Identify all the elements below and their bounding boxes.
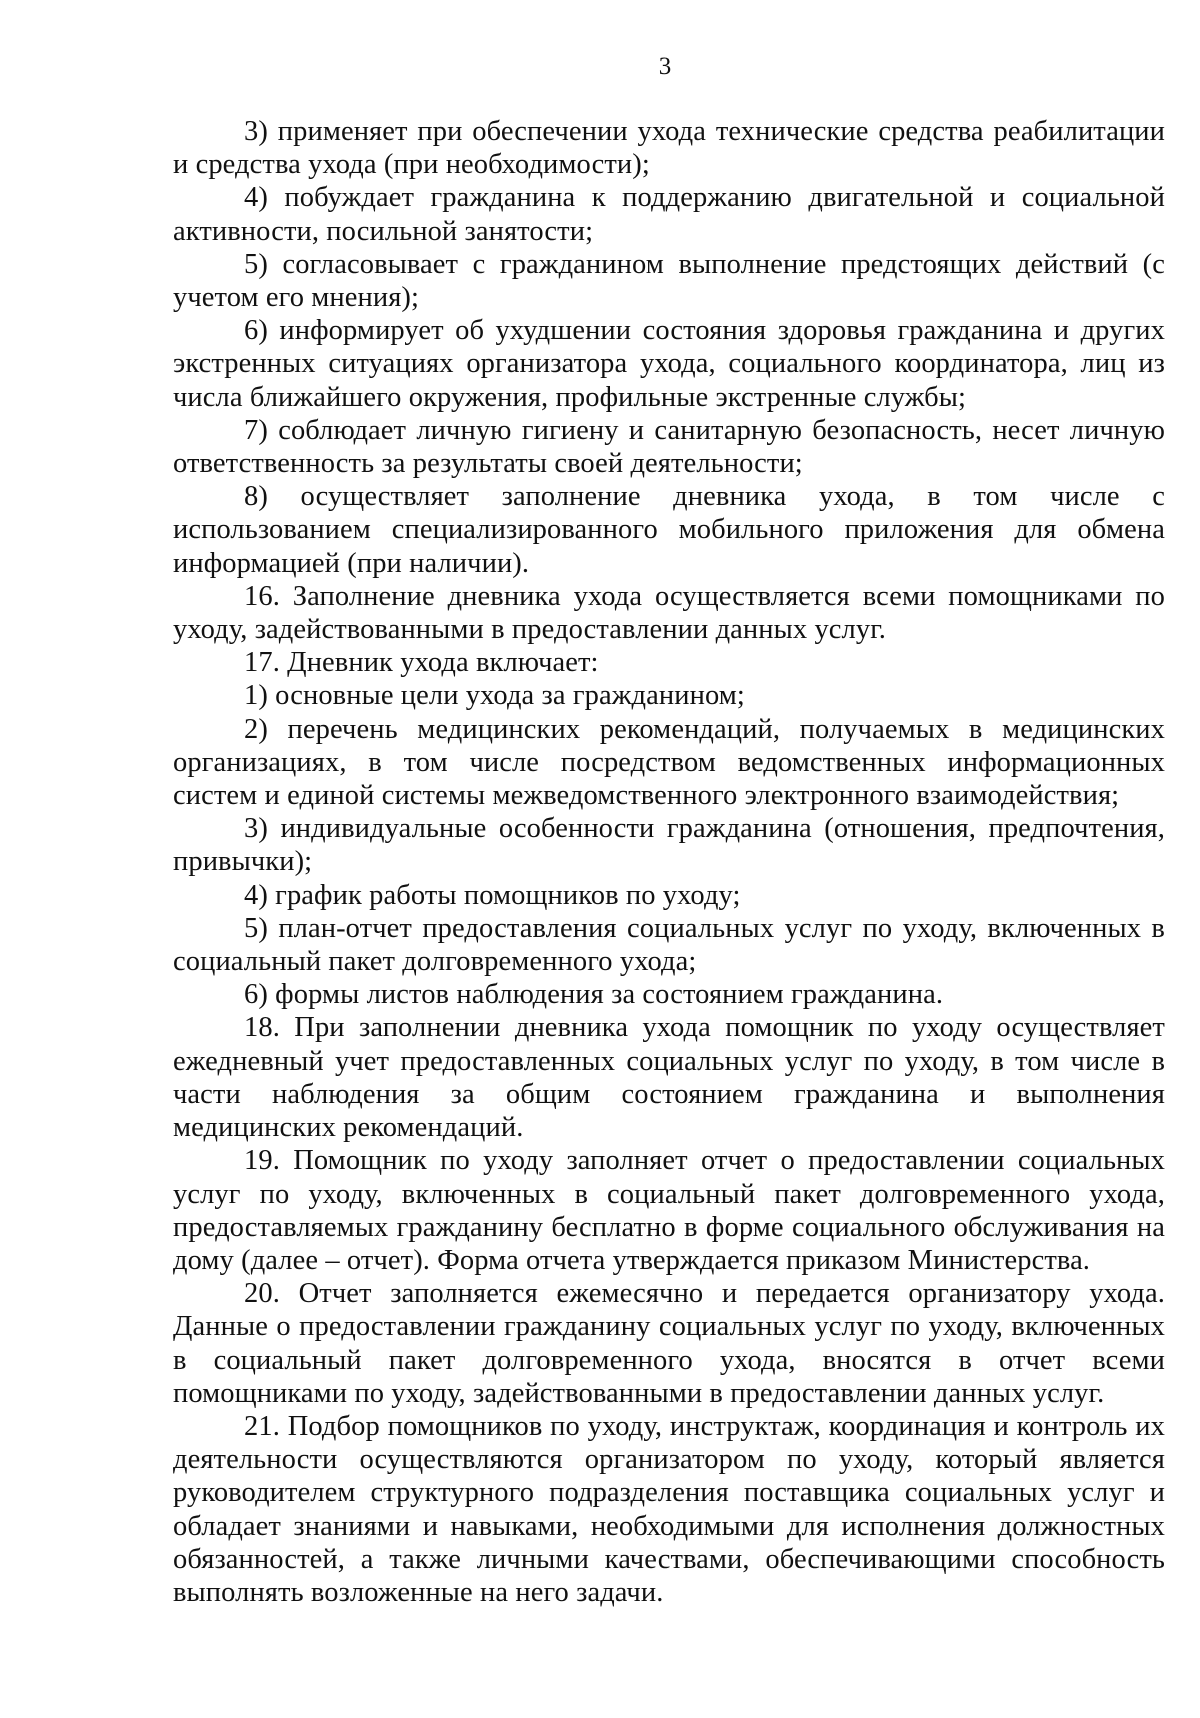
paragraph-item-8: 8) осуществляет заполнение дневника ухода, в том числе с использованием специализированного мобильного приложения для обмена информацией (при наличии). <box>173 481 1165 579</box>
paragraph-list-item-5: 5) план-отчет предоставления социальных услуг по уходу, включенных в социальный пакет долговременного ухода; <box>173 912 1165 978</box>
paragraph-item-4: 4) побуждает гражданина к поддержанию двигательной и социальной активности, посильной занятости; <box>173 182 1165 247</box>
paragraph-list-item-4: 4) график работы помощников по уходу; <box>244 879 741 911</box>
paragraph-clause-19: 19. Помощник по уходу заполняет отчет о предоставлении социальных услуг по уходу, включенных в социальный пакет долговременного ухода, предоставляемых гражданину бесплатно в форме социального обслуживания на дому (далее – отчет). Форма отчета утверждается приказом Министерства. <box>173 1145 1165 1276</box>
paragraph-item-5: 5) согласовывает с гражданином выполнение предстоящих действий (с учетом его мнения); <box>173 248 1165 314</box>
document-body <box>173 115 1165 1609</box>
paragraph-list-item-6: 6) формы листов наблюдения за состоянием гражданина. <box>244 979 944 1011</box>
paragraph-list-item-1: 1) основные цели ухода за гражданином; <box>244 680 745 712</box>
paragraph-clause-17: 17. Дневник ухода включает: <box>244 647 599 679</box>
paragraph-clause-18: 18. При заполнении дневника ухода помощник по уходу осуществляет ежедневный учет предоставленных социальных услуг по уходу, в том числе в части наблюдения за общим состоянием гражданина и выполнения медицинских рекомендаций. <box>173 1012 1165 1144</box>
paragraph-list-item-2: 2) перечень медицинских рекомендаций, получаемых в медицинских организациях, в том числе посредством ведомственных информационных систем и единой системы межведомственного электронного взаимодействия; <box>173 713 1165 812</box>
paragraph-clause-20: 20. Отчет заполняется ежемесячно и передается организатору ухода. Данные о предоставлении гражданину социальных услуг по уходу, включенных в социальный пакет долговременного ухода, вносятся в отчет всеми помощниками по уходу, задействованными в предоставлении данных услуг. <box>173 1278 1165 1409</box>
paragraph-item-6: 6) информирует об ухудшении состояния здоровья гражданина и других экстренных ситуациях организатора ухода, социального координатора, лиц из числа ближайшего окружения, профильные экстренные службы; <box>173 315 1165 413</box>
paragraph-clause-21: 21. Подбор помощников по уходу, инструктаж, координация и контроль их деятельности осуществляются организатором по уходу, который является руководителем структурного подразделения поставщика социальных услуг и обладает знаниями и навыками, необходимыми для исполнения должностных обязанностей, а также личными качествами, обеспечивающими способность выполнять возложенные на него задачи. <box>173 1410 1165 1608</box>
page-number: 3 <box>658 53 672 80</box>
paragraph-item-7: 7) соблюдает личную гигиену и санитарную безопасность, несет личную ответственность за результаты своей деятельности; <box>173 414 1165 480</box>
paragraph-clause-16: 16. Заполнение дневника ухода осуществляется всеми помощниками по уходу, задействованными в предоставлении данных услуг. <box>173 580 1165 646</box>
paragraph-list-item-3: 3) индивидуальные особенности гражданина (отношения, предпочтения, привычки); <box>173 813 1165 878</box>
paragraph-item-3: 3) применяет при обеспечении ухода технические средства реабилитации и средства ухода (при необходимости); <box>173 116 1165 181</box>
